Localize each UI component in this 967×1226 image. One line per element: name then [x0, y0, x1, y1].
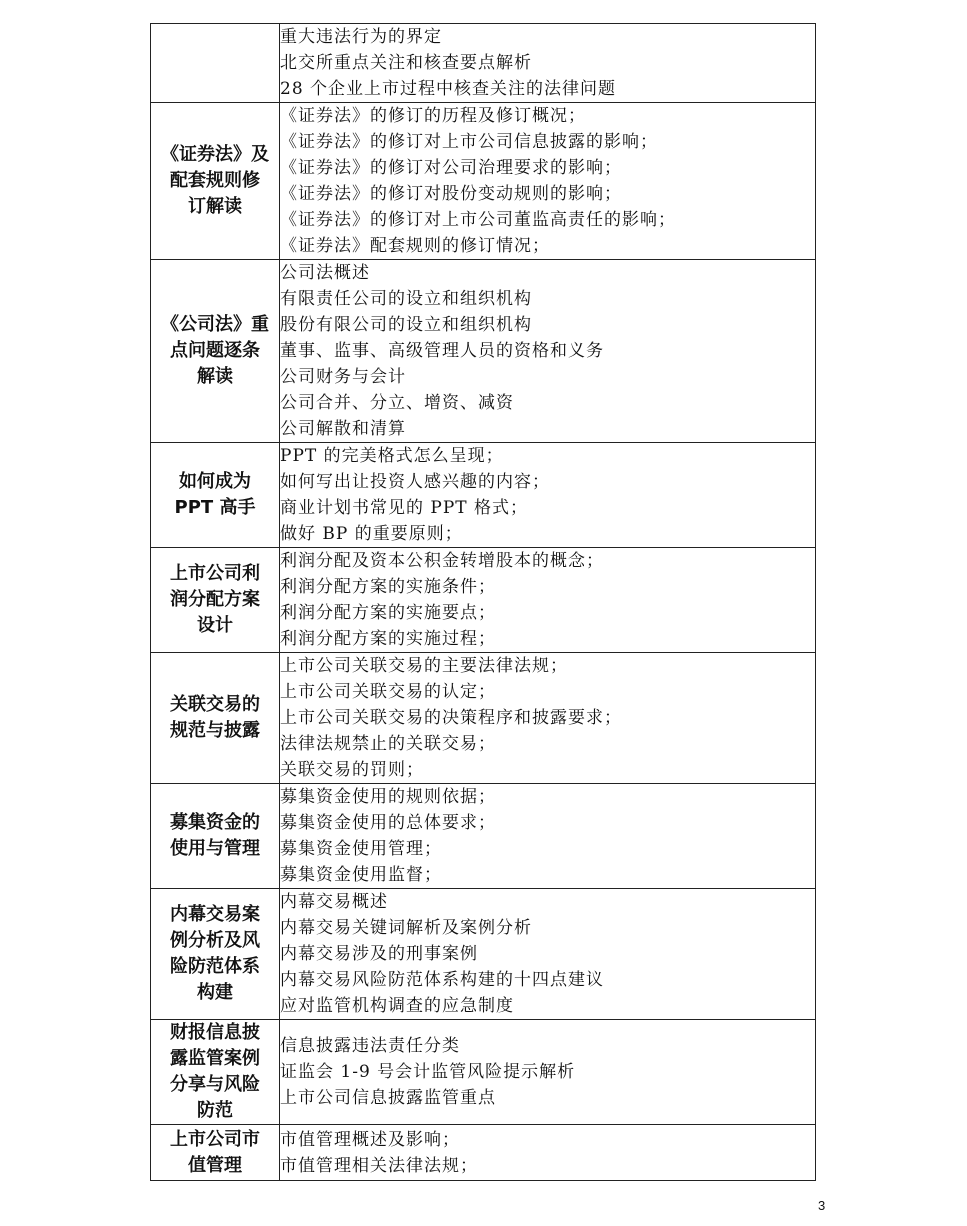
content-item: 《证券法》配套规则的修订情况； — [280, 236, 550, 256]
content-item: 利润分配方案的实施条件； — [280, 577, 496, 597]
content-cell — [280, 784, 816, 889]
content-item: 法律法规禁止的关联交易； — [280, 734, 496, 754]
topic-cell — [151, 653, 280, 784]
content-item: 28 个企业上市过程中核查关注的法律问题 — [280, 79, 617, 99]
content-item: 《证券法》的修订对股份变动规则的影响； — [280, 184, 622, 204]
topic-line: 配套规则修 — [170, 170, 260, 191]
topic-line: 《证券法》及 — [161, 144, 269, 165]
topic-line: 内幕交易案 — [170, 904, 260, 925]
topic-line: 上市公司市 — [170, 1128, 260, 1150]
content-item: 北交所重点关注和核查要点解析 — [280, 53, 532, 73]
content-item: 重大违法行为的界定 — [280, 27, 442, 47]
content-item: 市值管理相关法律法规； — [280, 1155, 478, 1176]
content-item: 有限责任公司的设立和组织机构 — [280, 289, 532, 309]
content-cell — [280, 103, 816, 260]
topic-line: 如何成为 — [179, 471, 251, 492]
topic-line: 露监管案例 — [170, 1048, 260, 1069]
content-item: 应对监管机构调查的应急制度 — [280, 996, 514, 1016]
content-item: PPT 的完美格式怎么呈现； — [280, 446, 504, 466]
topic-cell — [151, 1125, 280, 1181]
topic-line: 险防范体系 — [170, 956, 260, 977]
topic-line: 点问题逐条 — [170, 340, 260, 361]
course-table — [150, 23, 816, 1181]
content-item: 商业计划书常见的 PPT 格式； — [280, 498, 529, 518]
page-number: 3 — [818, 1198, 826, 1213]
topic-cell — [151, 784, 280, 889]
content-item: 上市公司关联交易的认定； — [280, 682, 496, 702]
content-cell — [280, 260, 816, 443]
table-row — [151, 548, 816, 653]
table-row — [151, 1125, 816, 1181]
topic-line: 关联交易的 — [170, 694, 260, 715]
content-cell — [280, 443, 816, 548]
content-item: 募集资金使用的规则依据； — [280, 787, 496, 807]
topic-line: 募集资金的 — [170, 812, 260, 833]
topic-line: 分享与风险 — [170, 1074, 260, 1095]
content-item: 公司解散和清算 — [280, 419, 406, 439]
content-item: 董事、监事、高级管理人员的资格和义务 — [280, 341, 604, 361]
table-row — [151, 103, 816, 260]
topic-line: 规范与披露 — [170, 720, 260, 741]
content-item: 内幕交易风险防范体系构建的十四点建议 — [280, 970, 604, 990]
content-item: 上市公司关联交易的决策程序和披露要求； — [280, 708, 622, 728]
content-item: 关联交易的罚则； — [280, 760, 424, 780]
topic-line: 财报信息披 — [170, 1022, 260, 1043]
topic-line: 解读 — [197, 366, 233, 387]
content-item: 《证券法》的修订对上市公司信息披露的影响； — [280, 132, 658, 152]
topic-cell — [151, 443, 280, 548]
table-row — [151, 784, 816, 889]
content-item: 市值管理概述及影响； — [280, 1129, 460, 1150]
topic-line: 使用与管理 — [170, 838, 260, 859]
topic-line: 订解读 — [188, 196, 242, 217]
topic-line: 设计 — [197, 615, 233, 636]
content-item: 内幕交易涉及的刑事案例 — [280, 944, 478, 964]
content-item: 利润分配及资本公积金转增股本的概念； — [280, 551, 604, 571]
topic-line: 《公司法》重 — [161, 314, 269, 335]
topic-line: 值管理 — [188, 1154, 242, 1176]
content-cell — [280, 653, 816, 784]
content-item: 信息披露违法责任分类 — [280, 1036, 460, 1056]
table-row — [151, 653, 816, 784]
content-cell — [280, 24, 816, 103]
topic-cell — [151, 1020, 280, 1125]
content-item: 如何写出让投资人感兴趣的内容； — [280, 472, 550, 492]
table-row — [151, 24, 816, 103]
content-cell — [280, 548, 816, 653]
content-item: 上市公司信息披露监管重点 — [280, 1088, 496, 1108]
topic-cell — [151, 889, 280, 1020]
topic-line: 上市公司利 — [170, 563, 260, 584]
content-item: 股份有限公司的设立和组织机构 — [280, 315, 532, 335]
topic-cell — [151, 548, 280, 653]
content-item: 上市公司关联交易的主要法律法规； — [280, 656, 568, 676]
content-item: 利润分配方案的实施要点； — [280, 603, 496, 623]
content-item: 内幕交易关键词解析及案例分析 — [280, 918, 532, 938]
table-row — [151, 260, 816, 443]
content-item: 利润分配方案的实施过程； — [280, 629, 496, 649]
content-item: 公司财务与会计 — [280, 367, 406, 387]
content-item: 公司合并、分立、增资、减资 — [280, 393, 514, 413]
topic-cell — [151, 103, 280, 260]
content-item: 《证券法》的修订的历程及修订概况； — [280, 106, 586, 126]
content-item: 证监会 1-9 号会计监管风险提示解析 — [280, 1062, 576, 1082]
content-item: 公司法概述 — [280, 263, 370, 283]
course-table-body — [151, 24, 816, 1181]
content-cell — [280, 1125, 816, 1181]
content-item: 内幕交易概述 — [280, 892, 388, 912]
content-item: 《证券法》的修订对上市公司董监高责任的影响； — [280, 210, 676, 230]
topic-cell — [151, 24, 280, 103]
table-row — [151, 443, 816, 548]
content-item: 募集资金使用管理； — [280, 839, 442, 859]
topic-line: 防范 — [197, 1100, 233, 1121]
table-row — [151, 889, 816, 1020]
content-item: 《证券法》的修订对公司治理要求的影响； — [280, 158, 622, 178]
content-item: 募集资金使用的总体要求； — [280, 813, 496, 833]
content-item: 做好 BP 的重要原则； — [280, 524, 463, 544]
topic-line: PPT 高手 — [174, 497, 256, 518]
topic-line: 例分析及风 — [170, 930, 260, 951]
topic-cell — [151, 260, 280, 443]
content-cell — [280, 1020, 816, 1125]
content-cell — [280, 889, 816, 1020]
topic-line: 润分配方案 — [170, 589, 260, 610]
topic-line: 构建 — [197, 982, 233, 1003]
content-item: 募集资金使用监督； — [280, 865, 442, 885]
table-row — [151, 1020, 816, 1125]
